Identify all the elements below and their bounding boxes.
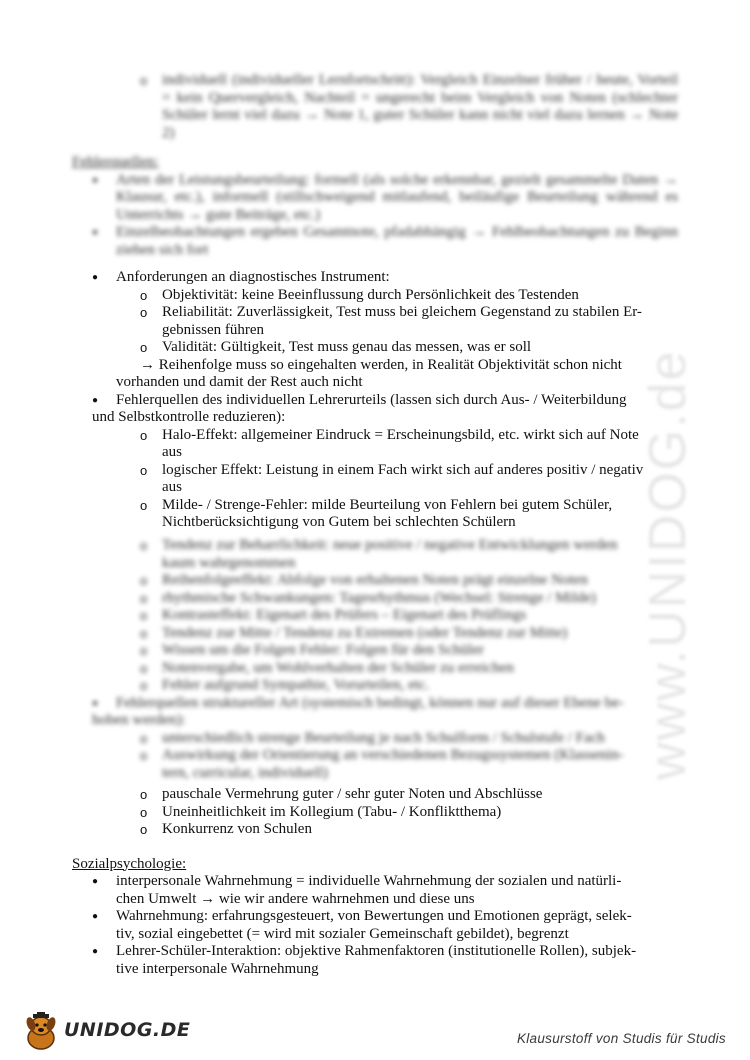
list-item: o Validität: Gültigkeit, Test muss genau das messen, was er soll <box>162 339 678 357</box>
text-line: ● Fehlerquellen des individuellen Lehrerurteils (lassen sich durch Aus- / Weiterbildung <box>116 391 627 408</box>
text-line: Nichtberücksichtigung von Gutem bei schlechten Schülern <box>162 514 516 530</box>
list-item <box>92 694 678 730</box>
list-item: o Tendenz zur Mitte / Tendenz zu Extremen (oder Tendenz zur Mitte) <box>162 625 678 643</box>
text-line: tiv, sozial eingebettet (= wird mit sozialer Gemeinschaft gebildet), begrenzt <box>116 925 569 942</box>
footer-tagline: Klausurstoff von Studis für Studis <box>516 1031 726 1046</box>
text-line: o Reliabilität: Zuverlässigkeit, Test muss bei gleichem Gegenstand zu stabilen Er- <box>162 304 642 320</box>
text-line: kaum wahrgenommen <box>162 554 296 571</box>
list-item: o Kontrasteffekt: Eigenart des Prüfers – Eigenart des Prüflings <box>162 607 678 625</box>
list-item: o Reihenfolgeeffekt: Abfolge von erhaltenen Noten prägt einzelne Noten <box>162 572 678 590</box>
list-item: o Konkurrenz von Schulen <box>162 821 678 839</box>
blurred-middle-section <box>0 537 750 782</box>
list-item: o Wissen um die Folgen Fehler: Folgen für den Schüler <box>162 642 678 660</box>
list-item: o Fehler aufgrund Sympathie, Vorurteilen, etc. <box>162 677 678 695</box>
clear-section-sozialpsychologie <box>0 786 750 978</box>
list-item <box>162 537 678 572</box>
unidog-logo <box>22 1012 192 1056</box>
text-line: tern, curricular, individuell) <box>162 764 329 781</box>
list-item <box>162 747 678 782</box>
list-item: o rhythmische Schwankungen: Tagesrhythmus (Wechsel: Strenge / Milde) <box>162 590 678 608</box>
watermark-text: www.UNIDOG.de <box>639 349 697 780</box>
list-item <box>162 462 678 497</box>
list-item <box>116 908 678 943</box>
text-line: o Tendenz zur Beharrlichkeit: neue positive / negative Entwicklungen werden <box>162 537 618 553</box>
list-item: o Notenvergabe, um Wohlverhalten der Schüler zu erreichen <box>162 660 678 678</box>
list-item: o Objektivität: keine Beeinflussung durch Persönlichkeit des Testenden <box>162 287 678 305</box>
text-line: aus <box>162 444 182 460</box>
text-line: → Reihenfolge muss so eingehalten werden, in Realität Objektivität schon nicht <box>140 356 622 373</box>
text-line: chen Umwelt → wie wir andere wahrnehmen und diese uns <box>116 890 475 907</box>
text-line: ● Lehrer-Schüler-Interaktion: objektive Rahmenfaktoren (institutionelle Rollen), subjek- <box>116 943 637 959</box>
list-item <box>116 873 678 908</box>
text-line: vorhanden und damit der Rest auch nicht <box>116 374 363 390</box>
list-item: ● Anforderungen an diagnostisches Instrument: <box>116 269 678 287</box>
text-line: o Milde- / Strenge-Fehler: milde Beurteilung von Fehlern bei gutem Schüler, <box>162 496 613 513</box>
text-line: gebnissen führen <box>162 321 265 338</box>
list-item <box>162 304 678 339</box>
text-line: o logischer Effekt: Leistung in einem Fach wirkt sich auf anderes positiv / negativ <box>162 461 644 478</box>
text-line: hoben werden): <box>92 712 186 728</box>
arrow-note <box>116 356 678 392</box>
dog-mascot-icon <box>22 1012 60 1052</box>
list-item <box>162 427 678 462</box>
clear-section-diagnostik <box>0 269 750 532</box>
list-item: ● Einzelbeobachtungen ergeben Gesamtnote, pfadabhängig → Fehlbeobachtungen zu Beginn ziehen sich fort <box>116 224 678 259</box>
list-item: ● Arten der Leistungsbeurteilung: formell (als solche erkennbar, gezielt gesammelte Daten → Klausur, etc.), informell (stillschweigend mitlaufend, beiläufige Beurteilung während es Unterrichts → gute Beiträge, etc.) <box>116 172 678 225</box>
logo-text: UNIDOG.DE <box>64 1019 191 1041</box>
text-line: ● Fehlerquellen struktureller Art (systemisch bedingt, können nur auf dieser Ebene be- <box>116 694 624 711</box>
text-line: ● Wahrnehmung: erfahrungsgesteuert, von Bewertungen und Emotionen geprägt, selek- <box>116 908 632 924</box>
text-line: tive interpersonale Wahrnehmung <box>116 960 319 977</box>
section-header: Sozialpsychologie: <box>72 855 187 872</box>
list-item <box>162 497 678 532</box>
section-header: Fehlerquellen: <box>72 154 159 170</box>
text-line: ● interpersonale Wahrnehmung = individuelle Wahrnehmung der sozialen und natürli- <box>116 873 622 889</box>
blurred-top-section <box>0 72 750 259</box>
list-item <box>92 391 678 427</box>
list-item: o Uneinheitlichkeit im Kollegium (Tabu- / Konfliktthema) <box>162 804 678 822</box>
list-item: o individuell (individueller Lernfortschritt): Vergleich Einzelner früher / heute, Vorteil = kein Quervergleich, Nachteil = ungerecht beim Vergleich von Noten (schlechter Schüler lernt viel dazu → Note 1, guter Schüler kann nicht viel dazu lernen → Note 2) <box>162 72 678 142</box>
text-line: aus <box>162 479 182 495</box>
list-item: o unterschiedlich strenge Beurteilung je nach Schulform / Schulstufe / Fach <box>162 730 678 748</box>
text-line: o Halo-Effekt: allgemeiner Eindruck = Erscheinungsbild, etc. wirkt sich auf Note <box>162 426 639 443</box>
list-item: o pauschale Vermehrung guter / sehr guter Noten und Abschlüsse <box>162 786 678 804</box>
text-line: o Auswirkung der Orientierung an verschiedenen Bezugssystemen (Klassenin- <box>162 747 624 763</box>
text-line: und Selbstkontrolle reduzieren): <box>92 409 286 425</box>
list-item <box>116 943 678 978</box>
